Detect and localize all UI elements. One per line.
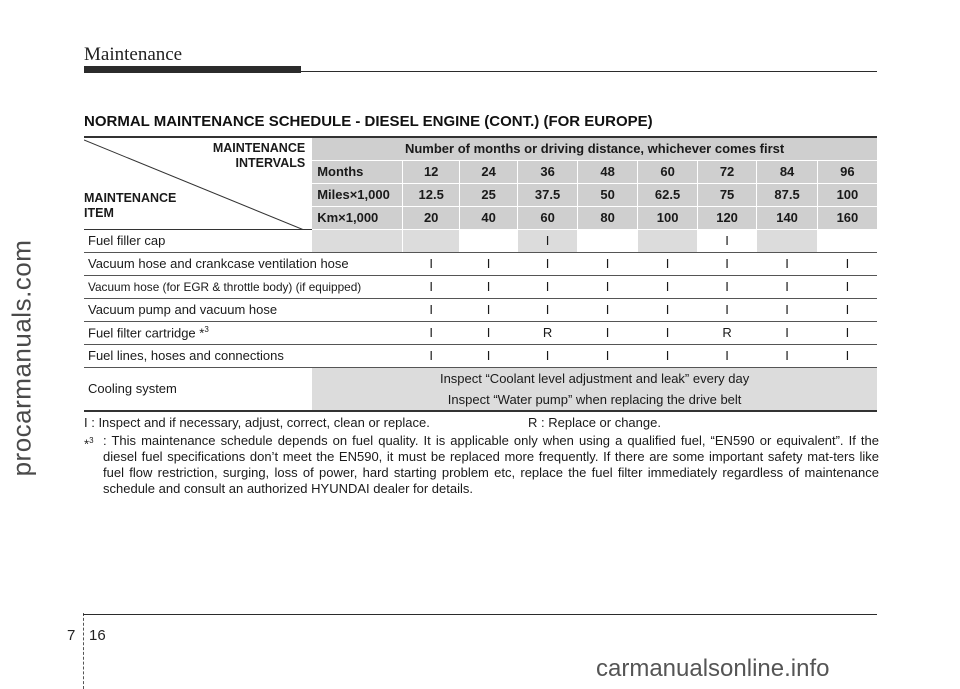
schedule-cell [638, 229, 697, 252]
km-value: 120 [697, 206, 756, 229]
schedule-cell: I [817, 275, 877, 298]
miles-value: 37.5 [518, 183, 577, 206]
maintenance-schedule-table [84, 136, 877, 412]
schedule-cell [403, 229, 459, 252]
header-bar [84, 66, 301, 73]
item-spacer-cell [312, 229, 403, 252]
bottom-watermark: carmanualsonline.info [596, 655, 830, 682]
schedule-cell: I [577, 275, 638, 298]
schedule-cell: I [518, 298, 577, 321]
schedule-cell: I [757, 344, 818, 367]
table-row-cooling [84, 367, 877, 411]
footnote-text: : This maintenance schedule depends on fuel quality. It is applicable only when using a qualified fuel, “EN590 or equivalent”. If the diesel fuel specifications don’t meet the EN590, it must be replaced more frequently. If there are some important safety mat-ters like fuel flow restriction, surging, loss of power, hard starting problem etc, replace the fuel filter immediately regardless of maintenance schedule and consult an authorized HYUNDAI dealer for details. [103, 433, 879, 496]
schedule-cell: I [403, 321, 459, 344]
schedule-cell: I [577, 298, 638, 321]
item-spacer-cell [312, 344, 403, 367]
maintenance-item-label: Fuel filter cartridge * [88, 325, 205, 341]
miles-value: 62.5 [638, 183, 697, 206]
cooling-line-1: Inspect “Coolant level adjustment and leak” every day [439, 370, 750, 386]
schedule-cell: I [697, 298, 756, 321]
schedule-cell: I [459, 275, 517, 298]
cooling-instructions [312, 367, 877, 411]
schedule-cell: I [817, 298, 877, 321]
months-label: Months [312, 160, 403, 183]
schedule-cell: I [403, 252, 459, 275]
months-value: 72 [697, 160, 756, 183]
maintenance-item [84, 229, 312, 252]
km-value: 100 [638, 206, 697, 229]
schedule-cell: I [697, 344, 756, 367]
item-spacer-cell [312, 321, 403, 344]
schedule-cell: I [403, 275, 459, 298]
legend-replace: R : Replace or change. [528, 415, 661, 430]
table-row [84, 229, 877, 252]
schedule-cell: I [817, 252, 877, 275]
schedule-title: NORMAL MAINTENANCE SCHEDULE - DIESEL ENGINE (CONT.) (FOR EUROPE) [84, 113, 653, 130]
chapter-number: 7 [67, 627, 76, 644]
km-value: 60 [518, 206, 577, 229]
schedule-cell: I [638, 252, 697, 275]
schedule-cell: I [697, 275, 756, 298]
schedule-cell: I [518, 344, 577, 367]
schedule-cell [817, 229, 877, 252]
schedule-cell: I [518, 229, 577, 252]
schedule-cell: I [403, 344, 459, 367]
schedule-cell: I [403, 298, 459, 321]
header-rule [301, 71, 877, 72]
footnote-mark: *$^3$ [84, 436, 94, 452]
schedule-cell: I [638, 298, 697, 321]
schedule-cell: I [459, 321, 517, 344]
months-value: 48 [577, 160, 638, 183]
table-row [84, 344, 877, 367]
months-value: 60 [638, 160, 697, 183]
legend-inspect: I : Inspect and if necessary, adjust, correct, clean or replace. [84, 415, 430, 430]
footer-rule [83, 614, 877, 615]
schedule-cell: I [817, 344, 877, 367]
miles-value: 100 [817, 183, 877, 206]
table-row [84, 298, 877, 321]
schedule-cell: I [697, 229, 756, 252]
maintenance-item [84, 275, 362, 298]
maintenance-item-label: Vacuum pump and vacuum hose [88, 302, 278, 317]
schedule-cell: I [518, 275, 577, 298]
schedule-cell: I [459, 298, 517, 321]
schedule-cell: I [518, 252, 577, 275]
schedule-cell [577, 229, 638, 252]
table-row [84, 275, 877, 298]
miles-value: 87.5 [757, 183, 818, 206]
schedule-cell: I [757, 298, 818, 321]
miles-value: 75 [697, 183, 756, 206]
maintenance-item [84, 344, 312, 367]
miles-value: 50 [577, 183, 638, 206]
miles-value: 25 [459, 183, 517, 206]
maintenance-item-label: Fuel filler cap [88, 233, 166, 248]
maintenance-item [84, 252, 349, 275]
footer-divider [83, 613, 84, 689]
schedule-cell: I [638, 321, 697, 344]
schedule-cell: I [638, 275, 697, 298]
schedule-cell: I [459, 252, 517, 275]
schedule-cell: I [757, 252, 818, 275]
schedule-cell: I [577, 321, 638, 344]
footnote [84, 433, 879, 497]
maintenance-item [84, 298, 312, 321]
schedule-cell: I [577, 252, 638, 275]
schedule-cell: I [757, 275, 818, 298]
km-value: 80 [577, 206, 638, 229]
schedule-cell: R [697, 321, 756, 344]
miles-value: 12.5 [403, 183, 459, 206]
item-spacer-cell [312, 298, 403, 321]
table-row [84, 321, 877, 344]
maintenance-item [84, 321, 312, 344]
schedule-cell: R [518, 321, 577, 344]
schedule-cell: I [459, 344, 517, 367]
corner-item-label: MAINTENANCE ITEM [84, 191, 177, 220]
schedule-cell: I [577, 344, 638, 367]
section-header-title: Maintenance [84, 44, 183, 65]
schedule-cell: I [697, 252, 756, 275]
maintenance-item-cooling: Cooling system [84, 367, 312, 411]
maintenance-item-label: Vacuum hose and crankcase ventilation hose [88, 256, 349, 271]
km-value: 140 [757, 206, 818, 229]
corner-intervals-label: MAINTENANCE INTERVALS [212, 141, 306, 170]
table-row [84, 252, 877, 275]
page-number: 16 [89, 627, 106, 644]
side-watermark: procarmanuals.com [6, 239, 37, 477]
months-value: 36 [518, 160, 577, 183]
interval-header: Number of months or driving distance, whichever comes first [312, 137, 877, 160]
item-footnote-ref: 3 [204, 324, 209, 334]
months-value: 24 [459, 160, 517, 183]
cooling-line-2: Inspect “Water pump” when replacing the drive belt [447, 391, 742, 407]
maintenance-item-label: Fuel lines, hoses and connections [88, 348, 284, 363]
schedule-cell [459, 229, 517, 252]
schedule-cell [757, 229, 818, 252]
months-value: 96 [817, 160, 877, 183]
km-value: 20 [403, 206, 459, 229]
legend [84, 415, 877, 430]
km-label: Km×1,000 [312, 206, 403, 229]
schedule-cell: I [817, 321, 877, 344]
km-value: 40 [459, 206, 517, 229]
km-value: 160 [817, 206, 877, 229]
schedule-cell: I [757, 321, 818, 344]
table-corner-header [84, 137, 312, 229]
months-value: 84 [757, 160, 818, 183]
maintenance-item-label: Vacuum hose (for EGR & throttle body) (if equipped) [88, 279, 362, 294]
schedule-cell: I [638, 344, 697, 367]
months-value: 12 [403, 160, 459, 183]
miles-label: Miles×1,000 [312, 183, 403, 206]
